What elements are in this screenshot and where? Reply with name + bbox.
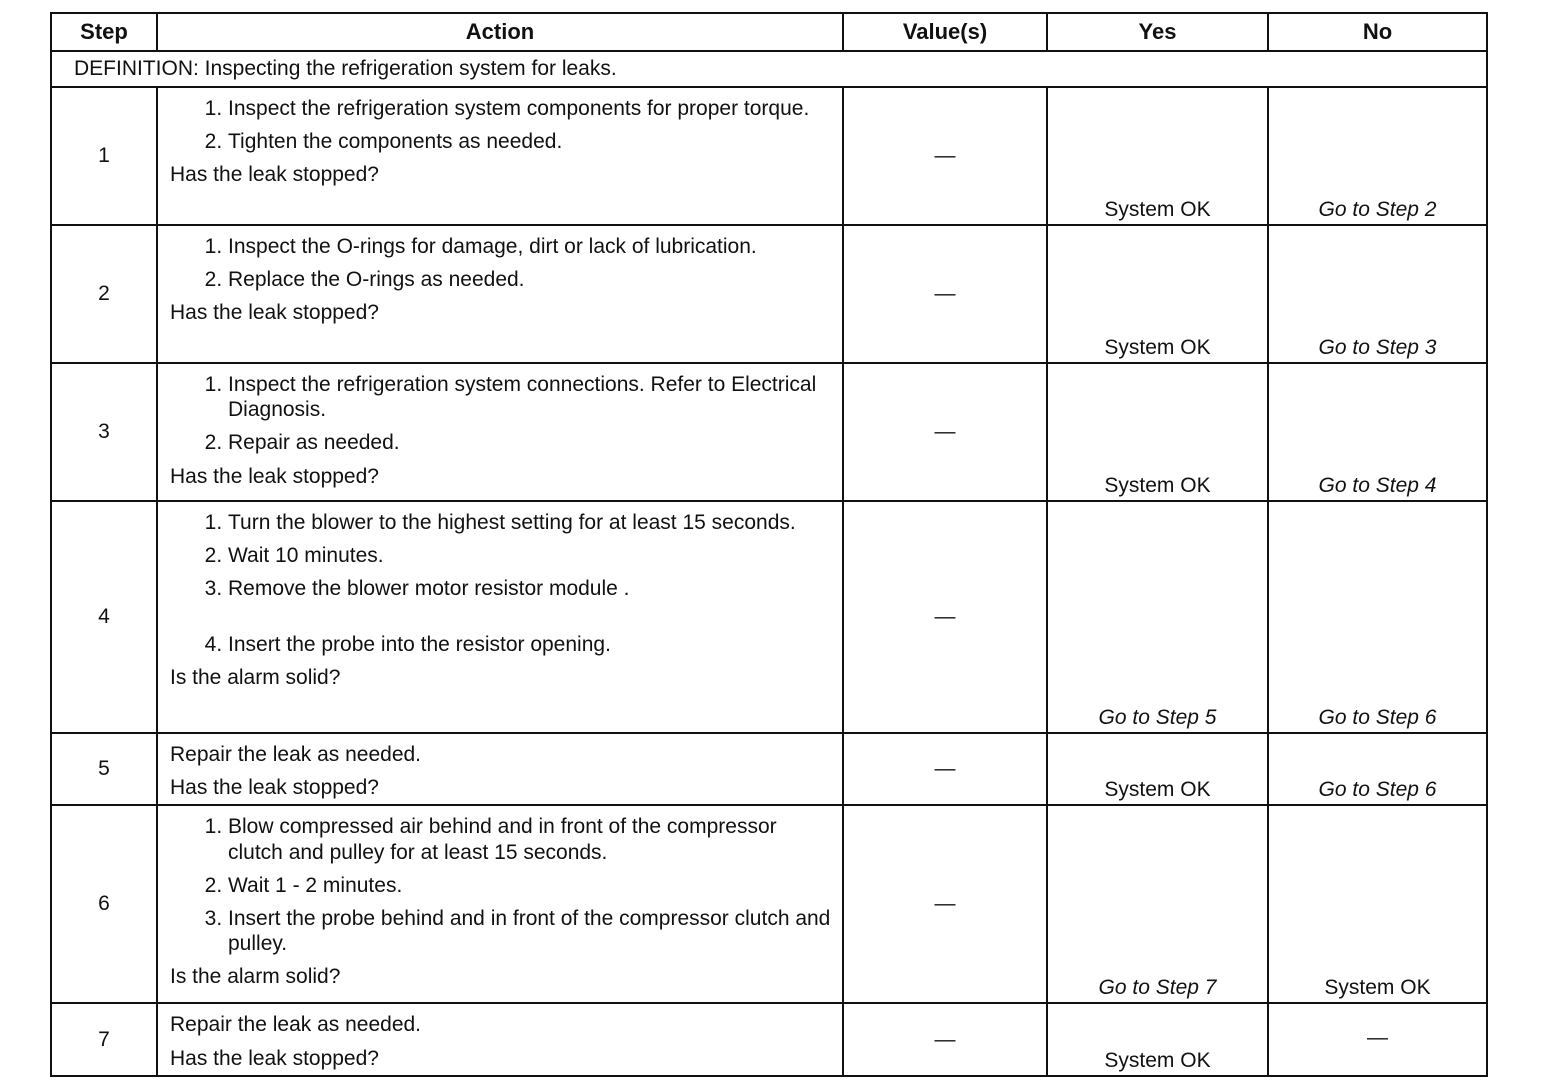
action-question: Has the leak stopped?	[170, 301, 379, 325]
action-list	[170, 372, 832, 456]
action-cell	[157, 501, 843, 733]
definition-text: DEFINITION: Inspecting the refrigeration system for leaks.	[51, 51, 1487, 87]
yes-cell: Go to Step 7	[1047, 805, 1268, 1003]
action-item: 1. Turn the blower to the highest setting for at least 15 seconds.	[228, 510, 832, 535]
table-row	[51, 733, 1487, 805]
value-cell: —	[843, 733, 1047, 805]
no-cell: Go to Step 6	[1268, 501, 1487, 733]
no-cell: —	[1268, 1003, 1487, 1075]
header-action: Action	[157, 13, 843, 51]
table-row	[51, 363, 1487, 501]
action-item: 2. Tighten the components as needed.	[228, 129, 832, 154]
value-cell: —	[843, 87, 1047, 225]
value-cell: —	[843, 363, 1047, 501]
no-cell: Go to Step 6	[1268, 733, 1487, 805]
action-cell	[157, 1003, 843, 1075]
step-number: 3	[51, 363, 157, 501]
action-question: Has the leak stopped?	[170, 163, 379, 187]
action-item: 4. Insert the probe into the resistor opening.	[228, 632, 832, 657]
header-values: Value(s)	[843, 13, 1047, 51]
table-row	[51, 501, 1487, 733]
action-question: Has the leak stopped?	[170, 1046, 379, 1070]
no-cell: Go to Step 4	[1268, 363, 1487, 501]
action-item: 1. Inspect the refrigeration system connections. Refer to Electrical Diagnosis.	[228, 372, 832, 422]
action-list	[170, 814, 832, 956]
action-item: 3. Remove the blower motor resistor module .	[228, 576, 832, 601]
action-cell	[157, 363, 843, 501]
no-cell: Go to Step 3	[1268, 225, 1487, 363]
step-number: 4	[51, 501, 157, 733]
table-row	[51, 805, 1487, 1003]
no-cell: System OK	[1268, 805, 1487, 1003]
action-item: 1. Blow compressed air behind and in front of the compressor clutch and pulley for at least 15 seconds.	[228, 814, 832, 864]
header-no: No	[1268, 13, 1487, 51]
action-item: 2. Wait 10 minutes.	[228, 543, 832, 568]
definition-row	[51, 51, 1487, 87]
step-number: 2	[51, 225, 157, 363]
yes-cell: System OK	[1047, 733, 1268, 805]
yes-cell: System OK	[1047, 363, 1268, 501]
yes-cell: System OK	[1047, 87, 1268, 225]
table-row	[51, 225, 1487, 363]
action-list	[170, 510, 832, 657]
value-cell: —	[843, 1003, 1047, 1075]
action-list	[170, 234, 832, 292]
action-item: 1. Inspect the refrigeration system components for proper torque.	[228, 96, 832, 121]
value-cell: —	[843, 225, 1047, 363]
action-item: 1. Inspect the O-rings for damage, dirt or lack of lubrication.	[228, 234, 832, 259]
header-step: Step	[51, 13, 157, 51]
yes-cell: Go to Step 5	[1047, 501, 1268, 733]
action-list	[170, 96, 832, 154]
action-cell	[157, 225, 843, 363]
action-question: Has the leak stopped?	[170, 464, 379, 488]
action-item: 2. Replace the O-rings as needed.	[228, 267, 832, 292]
step-number: 1	[51, 87, 157, 225]
diagnostic-table	[50, 12, 1488, 1077]
action-cell	[157, 805, 843, 1003]
action-item: 3. Insert the probe behind and in front of the compressor clutch and pulley.	[228, 906, 832, 956]
action-cell	[157, 733, 843, 805]
action-question: Is the alarm solid?	[170, 965, 341, 989]
diagnostic-table-container	[50, 12, 1486, 1077]
value-cell: —	[843, 501, 1047, 733]
action-text: Repair the leak as needed.	[170, 1013, 422, 1037]
yes-cell: System OK	[1047, 1003, 1268, 1075]
step-number: 7	[51, 1003, 157, 1075]
action-text: Repair the leak as needed.	[170, 743, 422, 766]
action-item: 2. Repair as needed.	[228, 430, 832, 455]
yes-cell: System OK	[1047, 225, 1268, 363]
no-cell: Go to Step 2	[1268, 87, 1487, 225]
action-question: Has the leak stopped?	[170, 776, 379, 800]
value-cell: —	[843, 805, 1047, 1003]
header-yes: Yes	[1047, 13, 1268, 51]
table-row	[51, 87, 1487, 225]
step-number: 5	[51, 733, 157, 805]
action-cell	[157, 87, 843, 225]
table-row	[51, 1003, 1487, 1075]
action-question: Is the alarm solid?	[170, 665, 341, 689]
header-row	[51, 13, 1487, 51]
step-number: 6	[51, 805, 157, 1003]
action-item: 2. Wait 1 - 2 minutes.	[228, 873, 832, 898]
